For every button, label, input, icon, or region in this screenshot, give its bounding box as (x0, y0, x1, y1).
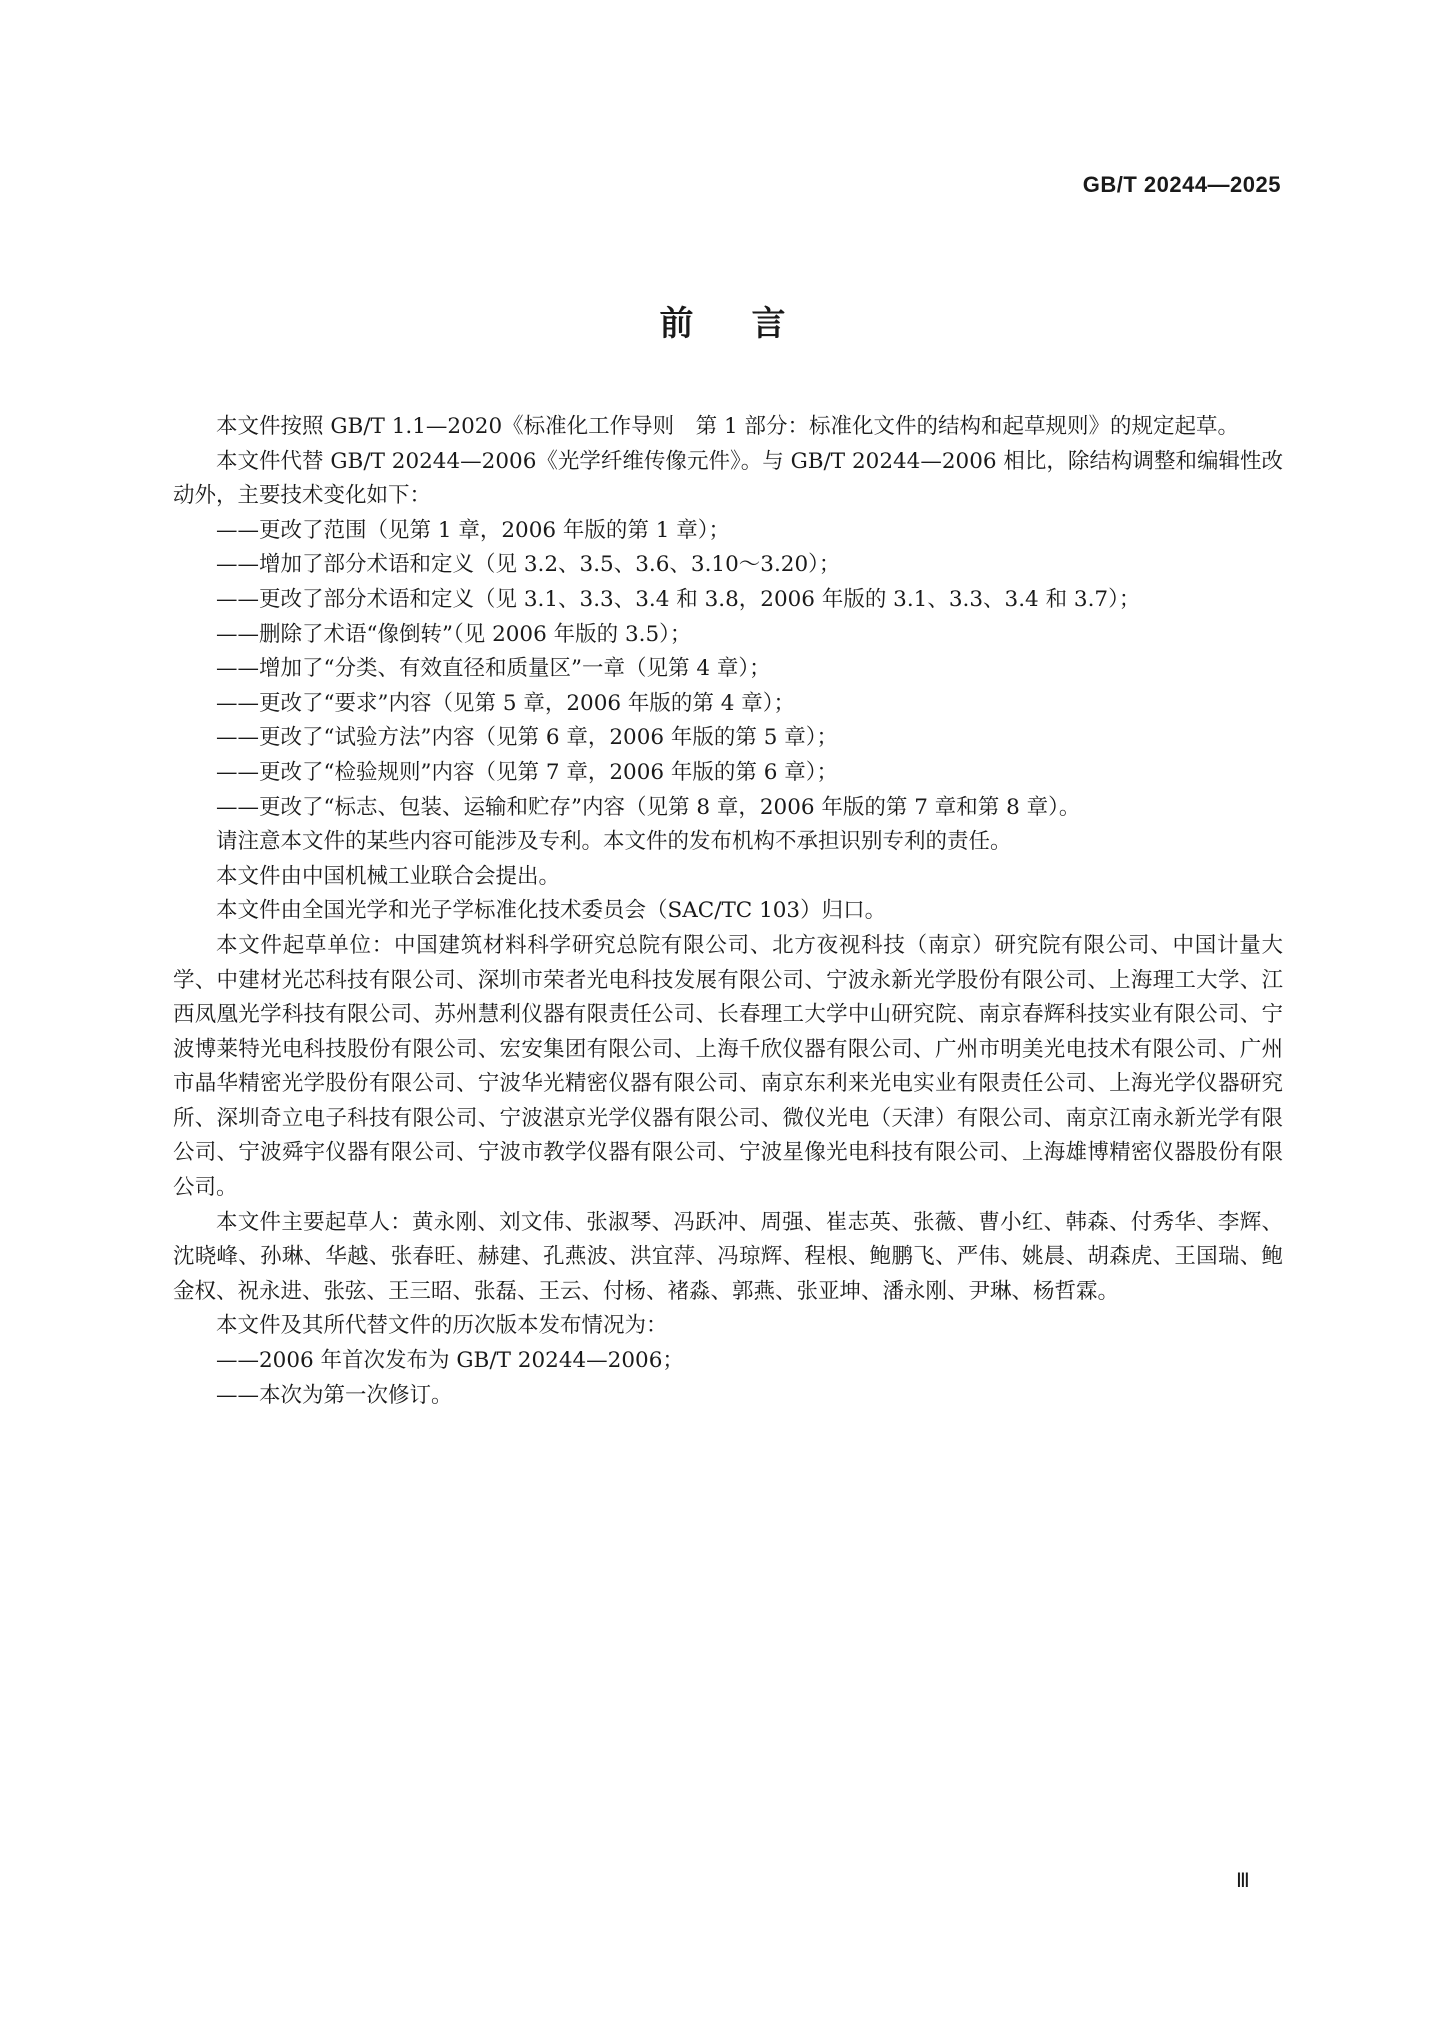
paragraph-drafting-rules: 本文件按照 GB/T 1.1—2020《标准化工作导则 第 1 部分：标准化文件的结构和起草规则》的规定起草。 (216, 414, 1239, 439)
paragraph-patent-notice: 请注意本文件的某些内容可能涉及专利。本文件的发布机构不承担识别专利的责任。 (216, 829, 1012, 855)
change-item: ——更改了部分术语和定义（见 3.1、3.3、3.4 和 3.8，2006 年版的 3.1、3.3、3.4 和 3.7）； (216, 586, 1141, 612)
page-title: 前言 (659, 304, 844, 344)
change-item: ——增加了部分术语和定义（见 3.2、3.5、3.6、3.10～3.20）； (216, 552, 841, 578)
history-item: ——本次为第一次修订。 (216, 1382, 453, 1408)
change-item: ——更改了“标志、包装、运输和贮存”内容（见第 8 章，2006 年版的第 7 章和第 8 章）。 (216, 794, 1081, 820)
page-number: Ⅲ (1236, 1870, 1250, 1892)
foreword-body (173, 410, 1283, 1413)
change-item: ——更改了“试验方法”内容（见第 6 章，2006 年版的第 5 章）； (216, 725, 838, 751)
change-item: ——删除了术语“像倒转”（见 2006 年版的 3.5）； (216, 621, 692, 647)
paragraph-proposer: 本文件由中国机械工业联合会提出。 (216, 863, 561, 889)
change-item: ——更改了“检验规则”内容（见第 7 章，2006 年版的第 6 章）； (216, 759, 838, 785)
history-item: ——2006 年首次发布为 GB/T 20244—2006； (216, 1348, 684, 1374)
change-item: ——更改了“要求”内容（见第 5 章，2006 年版的第 4 章）； (216, 690, 795, 716)
change-item: ——增加了“分类、有效直径和质量区”一章（见第 4 章）； (216, 656, 771, 682)
paragraph-replaces: 本文件代替 GB/T 20244—2006《光学纤维传像元件》。与 GB/T 20244—2006 相比，除结构调整和编辑性改动外，主要技术变化如下： (173, 448, 1283, 509)
paragraph-drafters: 本文件主要起草人：黄永刚、刘文伟、张淑琴、冯跃冲、周强、崔志英、张薇、曹小红、韩森、付秀华、李辉、沈晓峰、孙琳、华越、张春旺、赫建、孔燕波、洪宜萍、冯琼辉、程根、鲍鹏飞、严伟、姚晨、胡森虎、王国瑞、鲍金权、祝永进、张弦、王三昭、张磊、王云、付杨、褚淼、郭燕、张亚坤、潘永刚、尹琳、杨哲霖。 (173, 1209, 1283, 1304)
change-item: ——更改了范围（见第 1 章，2006 年版的第 1 章）； (216, 517, 730, 543)
paragraph-version-history: 本文件及其所代替文件的历次版本发布情况为： (216, 1313, 668, 1339)
paragraph-committee: 本文件由全国光学和光子学标准化技术委员会（SAC/TC 103）归口。 (216, 898, 887, 924)
standard-number: GB/T 20244—2025 (1082, 172, 1281, 197)
paragraph-drafting-units: 本文件起草单位：中国建筑材料科学研究总院有限公司、北方夜视科技（南京）研究院有限公司、中国计量大学、中建材光芯科技有限公司、深圳市荣者光电科技发展有限公司、宁波永新光学股份有限公司、上海理工大学、江西凤凰光学科技有限公司、苏州慧利仪器有限责任公司、长春理工大学中山研究院、南京春辉科技实业有限公司、宁波博莱特光电科技股份有限公司、宏安集团有限公司、上海千欣仪器有限公司、广州市明美光电技术有限公司、广州市晶华精密光学股份有限公司、宁波华光精密仪器有限公司、南京东利来光电实业有限责任公司、上海光学仪器研究所、深圳奇立电子科技有限公司、宁波湛京光学仪器有限公司、微仪光电（天津）有限公司、南京江南永新光学有限公司、宁波舜宇仪器有限公司、宁波市教学仪器有限公司、宁波星像光电科技有限公司、上海雄博精密仪器股份有限公司。 (173, 932, 1283, 1201)
